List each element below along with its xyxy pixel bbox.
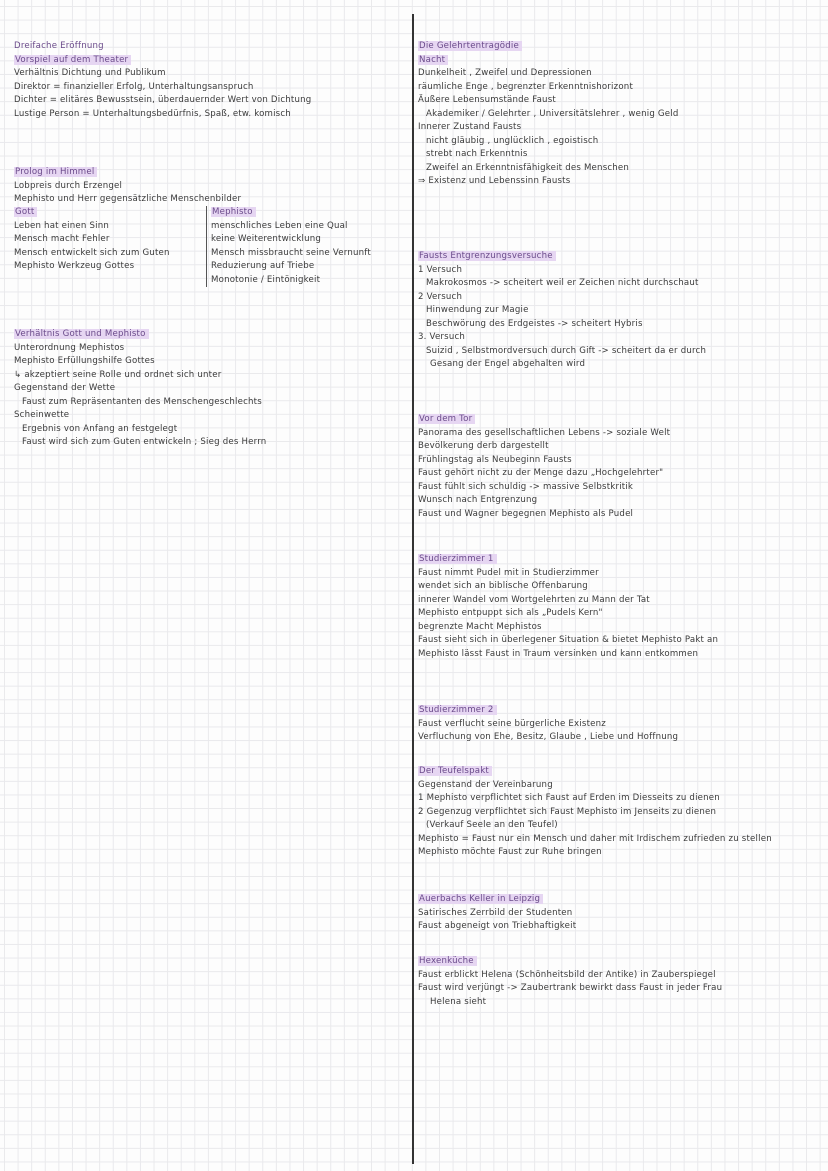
note-text: Studierzimmer 2 [418, 705, 497, 715]
section-heading [418, 893, 576, 907]
note-line [14, 409, 266, 423]
note-text: Gott [14, 207, 37, 217]
note-line [418, 607, 718, 621]
note-line [211, 220, 371, 234]
note-line [418, 833, 772, 847]
note-text: Faust wird sich zum Guten entwickeln ; Sieg des Herrn [22, 437, 267, 447]
note-text: Monotonie / Eintönigkeit [211, 274, 321, 285]
section-heading [14, 206, 170, 220]
note-line [418, 148, 679, 162]
note-text: menschliches Leben eine Qual [211, 220, 348, 231]
note-line [418, 779, 772, 793]
note-line [418, 508, 670, 522]
note-text: ⇒ Existenz und Lebenssinn Fausts [418, 176, 571, 186]
note-text: räumliche Enge , begrenzter Erkenntnishorizont [418, 81, 634, 92]
note-text: Dichter = elitäres Bewusstsein, überdauernder Wert von Dichtung [14, 95, 312, 105]
section-auerbach [418, 893, 576, 934]
note-text: Auerbachs Keller in Leipzig [418, 894, 543, 904]
section-heading [418, 765, 772, 779]
note-text: 1 Mephisto verpflichtet sich Faust auf Erden im Diesseits zu dienen [418, 793, 720, 803]
note-line [418, 81, 679, 95]
note-text: Gegenstand der Vereinbarung [418, 779, 553, 790]
note-line [418, 969, 722, 983]
section-heading [418, 54, 679, 68]
note-text: Mephisto = Faust nur ein Mensch und daher mit Irdischem zufrieden zu stellen [418, 833, 772, 844]
note-text: Suizid , Selbstmordversuch durch Gift -> scheitert da er durch [426, 345, 707, 356]
section-heading [418, 955, 722, 969]
note-line [418, 731, 678, 745]
note-text: Wunsch nach Entgrenzung [418, 495, 538, 505]
section-teufelspakt [418, 765, 772, 860]
note-text: Ergebnis von Anfang an festgelegt [22, 423, 178, 434]
note-text: Mephisto Werkzeug Gottes [14, 261, 135, 271]
note-line [14, 67, 311, 81]
note-text: Gesang der Engel abgehalten wird [430, 359, 586, 369]
note-text: Makrokosmos -> scheitert weil er Zeichen nicht durchschaut [426, 278, 699, 288]
note-text: Dunkelheit , Zweifel und Depressionen [418, 68, 592, 78]
section-studierzimmer-1 [418, 553, 718, 661]
note-line [14, 342, 266, 356]
note-text: Helena sieht [430, 996, 487, 1007]
note-text: Frühlingstag als Neubeginn Fausts [418, 454, 572, 465]
section-gelehrtentragoedie [418, 40, 679, 189]
section-heading [418, 40, 679, 54]
note-text: Faust verflucht seine bürgerliche Existenz [418, 718, 607, 729]
note-text: Vorspiel auf dem Theater [14, 55, 131, 65]
section-heading [14, 54, 311, 68]
section-vor-dem-tor [418, 413, 670, 521]
note-text: Der Teufelspakt [418, 766, 492, 776]
note-text: begrenzte Macht Mephistos [418, 621, 542, 632]
section-hexenkueche [418, 955, 722, 1009]
note-line [418, 94, 679, 108]
note-text: 1 Versuch [418, 264, 463, 275]
note-line [418, 481, 670, 495]
note-line [14, 193, 241, 207]
note-text: Direktor = finanzieller Erfolg, Unterhaltungsanspruch [14, 81, 254, 92]
note-text: Studierzimmer 1 [418, 554, 497, 564]
note-text: Lustige Person = Unterhaltungsbedürfnis, Spaß, etw. komisch [14, 108, 291, 119]
note-text: Dreifache Eröffnung [14, 41, 104, 51]
note-text: Mephisto entpuppt sich als „Pudels Kern" [418, 608, 603, 618]
note-text: wendet sich an biblische Offenbarung [418, 581, 588, 591]
note-line [14, 81, 311, 95]
note-line [14, 436, 266, 450]
section-heading [14, 166, 241, 180]
note-text: Faust gehört nicht zu der Menge dazu „Hochgelehrter" [418, 468, 664, 478]
note-text: 2 Gegenzug verpflichtet sich Faust Mephisto im Jenseits zu dienen [418, 806, 717, 817]
note-line [418, 454, 670, 468]
note-line [14, 260, 170, 274]
section-verhaeltnis [14, 328, 266, 450]
note-line [418, 621, 718, 635]
note-text: Innerer Zustand Fausts [418, 122, 522, 132]
note-line [418, 331, 706, 345]
note-text: Panorama des gesellschaftlichen Lebens -> soziale Welt [418, 427, 671, 438]
note-text: innerer Wandel vom Wortgelehrten zu Mann der Tat [418, 594, 650, 605]
section-heading [14, 328, 266, 342]
note-line [14, 396, 266, 410]
note-text: Lobpreis durch Erzengel [14, 180, 123, 191]
note-line [418, 594, 718, 608]
note-text: Verhältnis Dichtung und Publikum [14, 68, 166, 78]
note-line [14, 369, 266, 383]
note-line [14, 423, 266, 437]
note-text: Faust nimmt Pudel mit in Studierzimmer [418, 567, 599, 578]
note-text: Faust fühlt sich schuldig -> massive Selbstkritik [418, 481, 634, 492]
note-line [418, 135, 679, 149]
note-text: Faust wird verjüngt -> Zaubertrank bewirkt dass Faust in jeder Frau [418, 983, 723, 993]
note-text: ↳ akzeptiert seine Rolle und ordnet sich unter [14, 369, 222, 380]
note-text: Akademiker / Gelehrter , Universitätslehrer , wenig Geld [426, 108, 679, 119]
note-line [418, 846, 772, 860]
note-text: Faust abgeneigt von Triebhaftigkeit [418, 921, 577, 931]
section-heading [418, 250, 706, 264]
note-line [211, 247, 371, 261]
note-line [211, 233, 371, 247]
note-text: Bevölkerung derb dargestellt [418, 441, 549, 451]
note-line [14, 247, 170, 261]
section-heading [418, 553, 718, 567]
note-line [418, 318, 706, 332]
note-text: Mephisto und Herr gegensätzliche Menschenbilder [14, 194, 242, 204]
note-line [418, 648, 718, 662]
note-line [418, 358, 706, 372]
note-text: (Verkauf Seele an den Teufel) [426, 820, 558, 830]
note-text: Prolog im Himmel [14, 167, 97, 177]
note-line [418, 264, 706, 278]
note-line [418, 920, 576, 934]
note-line [14, 233, 170, 247]
note-text: Faust zum Repräsentanten des Menschengeschlechts [22, 396, 262, 407]
note-line [14, 180, 241, 194]
note-text: Faust sieht sich in überlegener Situation & bietet Mephisto Pakt an [418, 635, 719, 645]
note-text: Zweifel an Erkenntnisfähigkeit des Menschen [426, 162, 630, 173]
note-line [418, 291, 706, 305]
note-line [418, 819, 772, 833]
note-text: Nacht [418, 55, 448, 65]
section-dreifache [14, 40, 311, 121]
note-line [418, 345, 706, 359]
note-line [418, 162, 679, 176]
column-gott [14, 206, 170, 274]
note-line [418, 121, 679, 135]
note-text: Mephisto möchte Faust zur Ruhe bringen [418, 847, 602, 857]
note-line [14, 382, 266, 396]
note-text: Vor dem Tor [418, 414, 475, 424]
note-text: Beschwörung des Erdgeistes -> scheitert Hybris [426, 318, 643, 329]
page-divider [412, 14, 414, 1164]
note-line [418, 634, 718, 648]
note-text: Reduzierung auf Triebe [211, 261, 315, 271]
section-entgrenzung [418, 250, 706, 372]
page-title [14, 40, 311, 54]
note-text: strebt nach Erkenntnis [426, 149, 528, 159]
section-heading [211, 206, 371, 220]
note-line [418, 792, 772, 806]
note-line [14, 355, 266, 369]
note-line [418, 175, 679, 189]
note-text: Unterordnung Mephistos [14, 342, 125, 353]
note-line [418, 494, 670, 508]
note-line [418, 277, 706, 291]
note-text: keine Weiterentwicklung [211, 234, 322, 244]
note-line [14, 220, 170, 234]
note-text: Hinwendung zur Magie [426, 305, 529, 315]
note-text: 2 Versuch [418, 291, 463, 302]
note-line [418, 467, 670, 481]
note-line [14, 94, 311, 108]
note-text: Satirisches Zerrbild der Studenten [418, 907, 573, 918]
note-text: Die Gelehrtentragödie [418, 41, 522, 51]
note-text: nicht gläubig , unglücklich , egoistisch [426, 135, 599, 146]
note-text: Verhältnis Gott und Mephisto [14, 329, 149, 339]
note-text: Faust und Wagner begegnen Mephisto als Pudel [418, 508, 634, 519]
note-text: Mensch macht Fehler [14, 234, 110, 244]
note-text: Mephisto Erfüllungshilfe Gottes [14, 356, 155, 366]
note-line [418, 440, 670, 454]
note-line [418, 580, 718, 594]
note-text: Mephisto lässt Faust in Traum versinken und kann entkommen [418, 648, 699, 659]
note-text: Fausts Entgrenzungsversuche [418, 251, 556, 261]
section-heading [418, 704, 678, 718]
note-text: Mensch entwickelt sich zum Guten [14, 247, 170, 258]
note-text: Scheinwette [14, 410, 70, 420]
note-text: Verfluchung von Ehe, Besitz, Glaube , Liebe und Hoffnung [418, 732, 679, 742]
note-line [418, 304, 706, 318]
section-heading [418, 413, 670, 427]
column-mephisto [206, 206, 371, 287]
note-line [211, 274, 371, 288]
note-text: Gegenstand der Wette [14, 383, 116, 393]
note-line [418, 996, 722, 1010]
note-line [418, 907, 576, 921]
note-line [418, 108, 679, 122]
note-text: Mensch missbraucht seine Vernunft [211, 247, 371, 258]
note-text: Äußere Lebensumstände Faust [418, 95, 556, 105]
section-prolog [14, 166, 241, 207]
note-text: Leben hat einen Sinn [14, 220, 109, 231]
note-line [418, 67, 679, 81]
section-studierzimmer-2 [418, 704, 678, 745]
note-text: 3. Versuch [418, 332, 466, 342]
note-line [14, 108, 311, 122]
note-text: Hexenküche [418, 956, 477, 966]
note-line [418, 806, 772, 820]
note-text: Mephisto [211, 207, 256, 217]
note-line [418, 567, 718, 581]
note-line [211, 260, 371, 274]
note-line [418, 427, 670, 441]
note-text: Faust erblickt Helena (Schönheitsbild der Antike) in Zauberspiegel [418, 969, 716, 980]
note-line [418, 718, 678, 732]
note-line [418, 982, 722, 996]
